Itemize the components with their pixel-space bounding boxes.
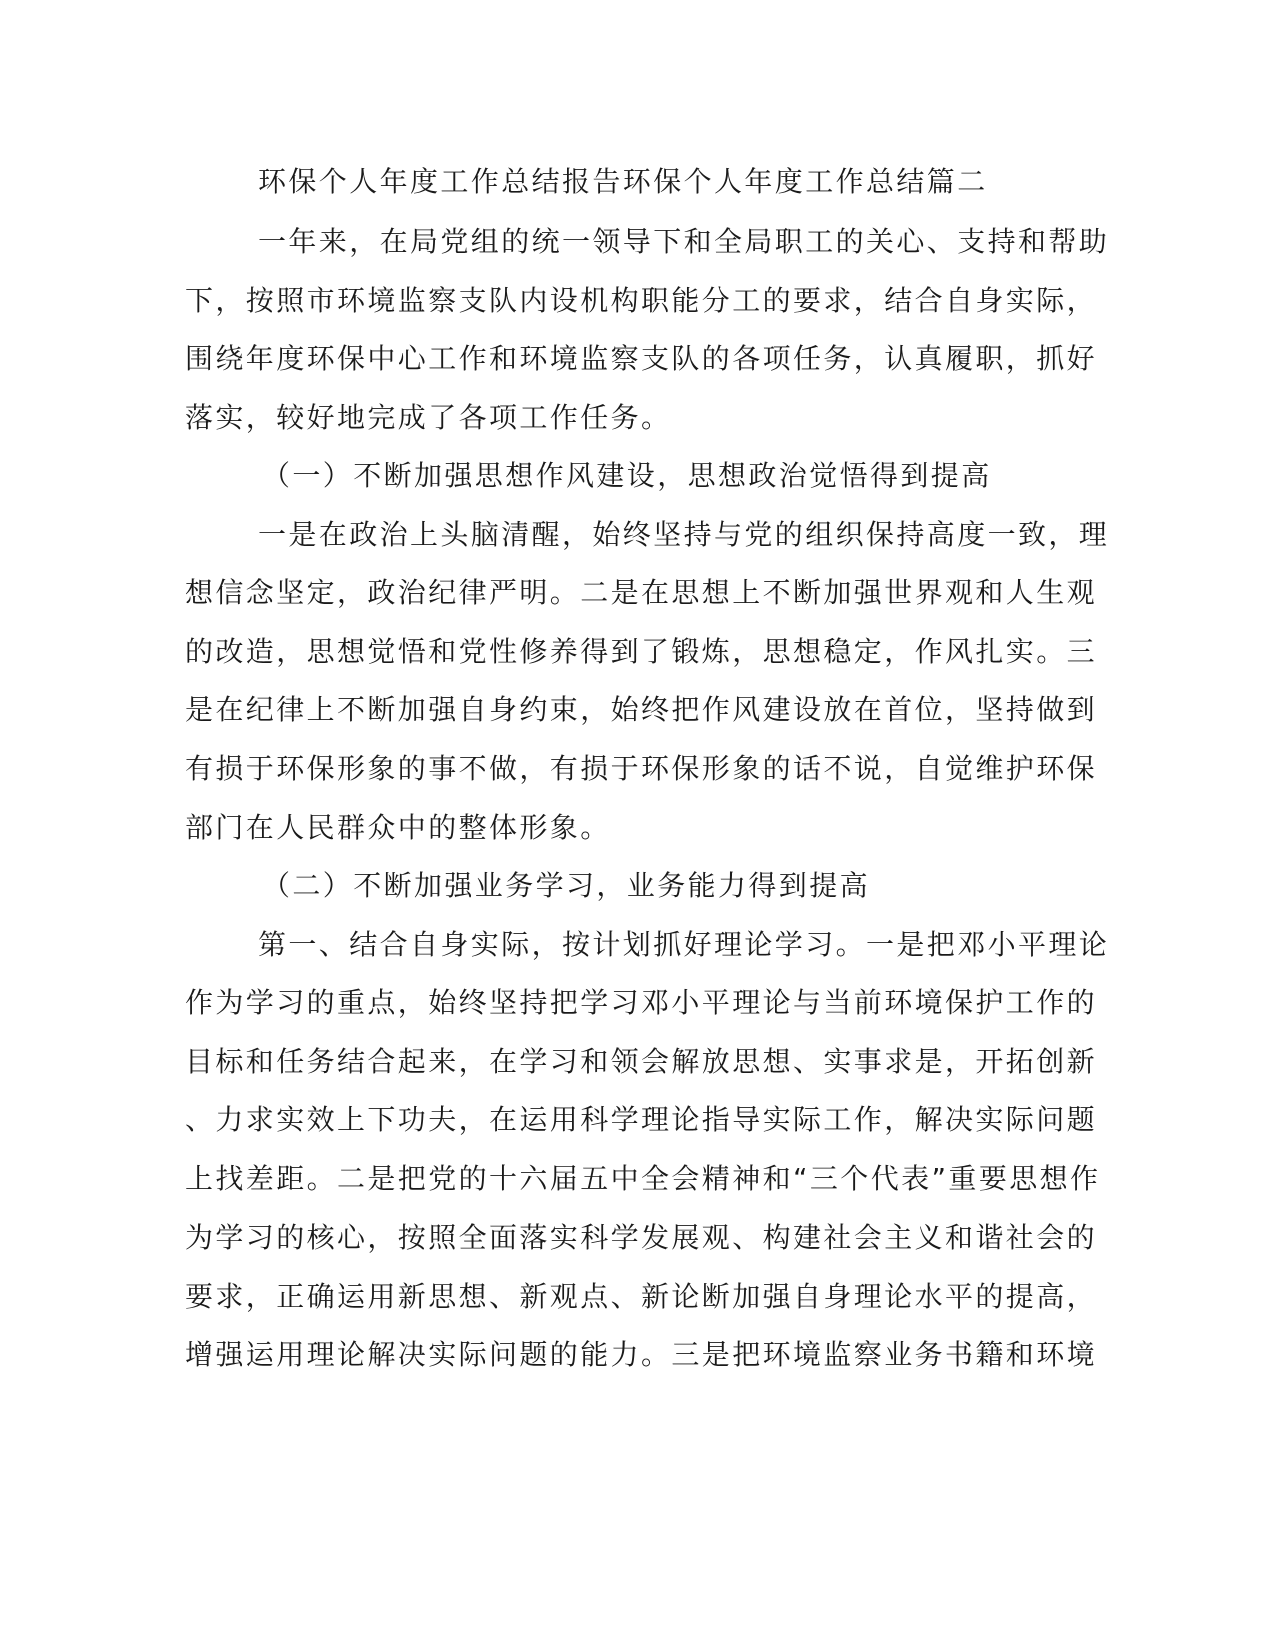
paragraph-1-line-3: 围绕年度环保中心工作和环境监察支队的各项任务，认真履职，抓好 <box>185 342 1098 375</box>
paragraph-3-line-6: 为学习的核心，按照全面落实科学发展观、构建社会主义和谐社会的 <box>185 1221 1098 1254</box>
paragraph-3-line-2: 作为学习的重点，始终坚持把学习邓小平理论与当前环境保护工作的 <box>185 986 1098 1019</box>
paragraph-3-line-3: 目标和任务结合起来，在学习和领会解放思想、实事求是，开拓创新 <box>185 1045 1098 1078</box>
paragraph-3-line-8: 增强运用理论解决实际问题的能力。三是把环境监察业务书籍和环境 <box>185 1338 1098 1371</box>
paragraph-2-line-4: 是在纪律上不断加强自身约束，始终把作风建设放在首位，坚持做到 <box>185 693 1098 726</box>
paragraph-2-line-1: 一是在政治上头脑清醒，始终坚持与党的组织保持高度一致，理 <box>258 518 1110 551</box>
section-heading-2: （二）不断加强业务学习，业务能力得到提高 <box>262 869 871 902</box>
paragraph-1-line-1: 一年来，在局党组的统一领导下和全局职工的关心、支持和帮助 <box>258 225 1110 258</box>
paragraph-3-line-7: 要求，正确运用新思想、新观点、新论断加强自身理论水平的提高， <box>185 1280 1098 1313</box>
paragraph-3-line-1: 第一、结合自身实际，按计划抓好理论学习。一是把邓小平理论 <box>258 928 1110 961</box>
paragraph-2-line-2: 想信念坚定，政治纪律严明。二是在思想上不断加强世界观和人生观 <box>185 576 1098 609</box>
paragraph-1-line-2: 下，按照市环境监察支队内设机构职能分工的要求，结合自身实际， <box>185 284 1098 317</box>
section-heading-1: （一）不断加强思想作风建设，思想政治觉悟得到提高 <box>262 459 992 492</box>
document-title: 环保个人年度工作总结报告环保个人年度工作总结篇二 <box>258 165 988 198</box>
paragraph-2-line-6: 部门在人民群众中的整体形象。 <box>185 811 611 844</box>
paragraph-1-line-4: 落实，较好地完成了各项工作任务。 <box>185 401 672 434</box>
paragraph-3-line-5: 上找差距。二是把党的十六届五中全会精神和“三个代表”重要思想作 <box>185 1162 1101 1195</box>
paragraph-3-line-4: 、力求实效上下功夫，在运用科学理论指导实际工作，解决实际问题 <box>185 1103 1098 1136</box>
paragraph-2-line-3: 的改造，思想觉悟和党性修养得到了锻炼，思想稳定，作风扎实。三 <box>185 635 1098 668</box>
paragraph-2-line-5: 有损于环保形象的事不做，有损于环保形象的话不说，自觉维护环保 <box>185 752 1098 785</box>
